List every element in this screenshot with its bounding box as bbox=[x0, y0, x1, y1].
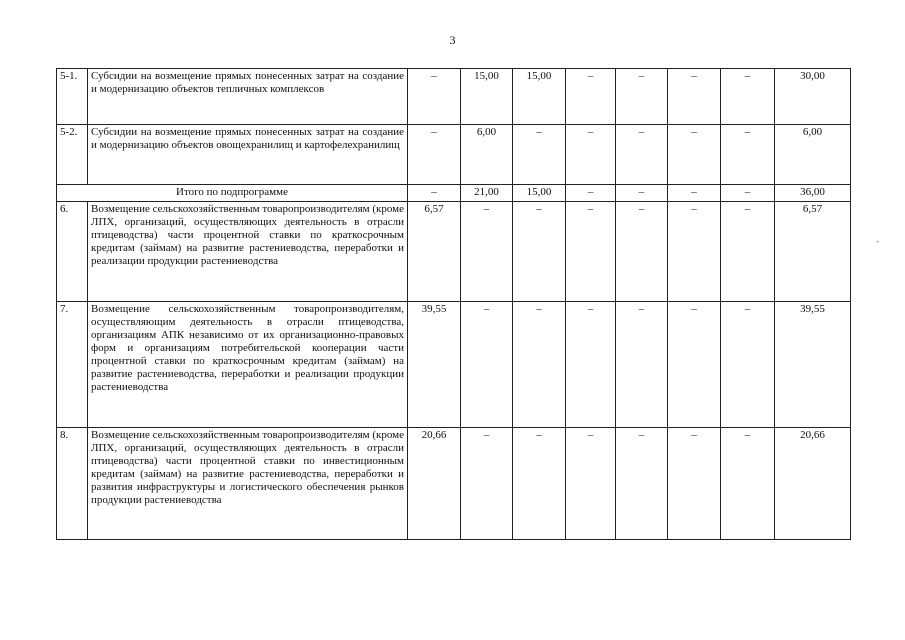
value-cell: – bbox=[408, 185, 461, 202]
subsidy-table bbox=[56, 68, 851, 540]
table-body bbox=[57, 69, 851, 540]
value-cell: – bbox=[461, 428, 513, 540]
value-cell: 6,57 bbox=[408, 202, 461, 302]
row-number: 7. bbox=[57, 302, 88, 428]
row-description: Субсидии на возмещение прямых понесенных затрат на создание и модернизацию объектов овощехранилищ и картофелехранилищ bbox=[88, 125, 408, 185]
value-cell: – bbox=[566, 202, 616, 302]
margin-mark: - bbox=[876, 236, 879, 246]
value-cell: – bbox=[721, 428, 775, 540]
row-total-value: 30,00 bbox=[775, 69, 851, 125]
value-cell: – bbox=[721, 69, 775, 125]
value-cell: – bbox=[513, 125, 566, 185]
value-cell: 20,66 bbox=[408, 428, 461, 540]
value-cell: – bbox=[668, 302, 721, 428]
value-cell: – bbox=[616, 302, 668, 428]
value-cell: – bbox=[408, 125, 461, 185]
value-cell: – bbox=[566, 125, 616, 185]
page-number: 3 bbox=[449, 33, 456, 47]
value-cell: – bbox=[721, 125, 775, 185]
table-row bbox=[57, 69, 851, 125]
row-description: Возмещение сельскохозяйственным товаропроизводителям (кроме ЛПХ, организаций, осуществляющих деятельность в отрасли птицеводства) части процентной ставки по краткосрочным кредитам (займам) на развитие растениеводства, переработки и реализации продукции растениеводства bbox=[88, 202, 408, 302]
value-cell: – bbox=[461, 302, 513, 428]
value-cell: – bbox=[566, 428, 616, 540]
value-cell: – bbox=[408, 69, 461, 125]
value-cell: 15,00 bbox=[513, 185, 566, 202]
value-cell: – bbox=[721, 185, 775, 202]
value-cell: – bbox=[616, 428, 668, 540]
row-total-value: 6,00 bbox=[775, 125, 851, 185]
value-cell: – bbox=[513, 302, 566, 428]
value-cell: – bbox=[668, 125, 721, 185]
value-cell: – bbox=[668, 202, 721, 302]
row-description: Субсидии на возмещение прямых понесенных затрат на создание и модернизацию объектов тепличных комплексов bbox=[88, 69, 408, 125]
value-cell: – bbox=[721, 302, 775, 428]
row-description: Возмещение сельскохозяйственным товаропроизводителям, осуществляющим деятельность в отрасли птицеводства, организациям АПК независимо от их организационно-правовых форм и организациям потребительской кооперации части процентной ставки по краткосрочным кредитам (займам) на развитие растениеводства, переработки и реализации продукции растениеводства bbox=[88, 302, 408, 428]
table-row bbox=[57, 428, 851, 540]
row-number: 5-2. bbox=[57, 125, 88, 185]
value-cell: – bbox=[513, 202, 566, 302]
value-cell: 39,55 bbox=[408, 302, 461, 428]
value-cell: – bbox=[513, 428, 566, 540]
table-row bbox=[57, 302, 851, 428]
total-label: Итого по подпрограмме bbox=[57, 185, 408, 202]
value-cell: – bbox=[616, 69, 668, 125]
value-cell: – bbox=[668, 428, 721, 540]
row-total-value: 36,00 bbox=[775, 185, 851, 202]
value-cell: – bbox=[616, 125, 668, 185]
value-cell: – bbox=[668, 69, 721, 125]
row-total-value: 39,55 bbox=[775, 302, 851, 428]
value-cell: – bbox=[566, 185, 616, 202]
value-cell: – bbox=[566, 69, 616, 125]
value-cell: – bbox=[566, 302, 616, 428]
value-cell: 15,00 bbox=[513, 69, 566, 125]
value-cell: 15,00 bbox=[461, 69, 513, 125]
table-row-total bbox=[57, 185, 851, 202]
table-row bbox=[57, 202, 851, 302]
row-total-value: 6,57 bbox=[775, 202, 851, 302]
row-number: 8. bbox=[57, 428, 88, 540]
row-description: Возмещение сельскохозяйственным товаропроизводителям (кроме ЛПХ, организаций, осуществляющих деятельность в отрасли птицеводства) части процентной ставки по инвестиционным кредитам (займам) на развитие растениеводства, переработки и развития инфраструктуры и логистического обеспечения рынков продукции растениеводства bbox=[88, 428, 408, 540]
value-cell: – bbox=[721, 202, 775, 302]
value-cell: 6,00 bbox=[461, 125, 513, 185]
value-cell: – bbox=[668, 185, 721, 202]
value-cell: – bbox=[616, 202, 668, 302]
value-cell: – bbox=[461, 202, 513, 302]
row-number: 6. bbox=[57, 202, 88, 302]
row-total-value: 20,66 bbox=[775, 428, 851, 540]
value-cell: – bbox=[616, 185, 668, 202]
value-cell: 21,00 bbox=[461, 185, 513, 202]
row-number: 5-1. bbox=[57, 69, 88, 125]
table-row bbox=[57, 125, 851, 185]
